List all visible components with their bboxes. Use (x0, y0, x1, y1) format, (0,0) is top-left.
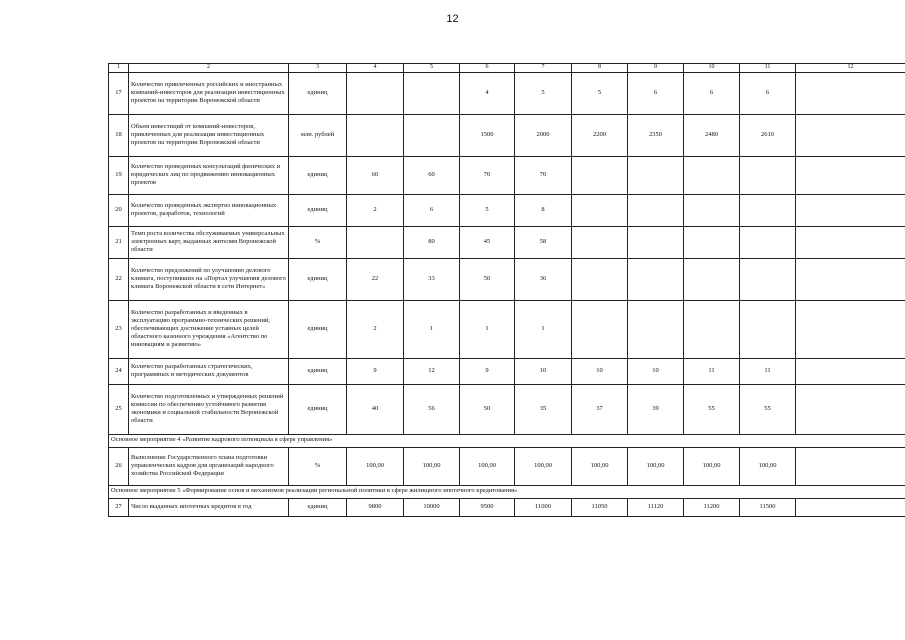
row-number: 19 (109, 156, 129, 194)
unit-cell: % (289, 226, 347, 258)
column-number: 5 (404, 64, 460, 73)
value-cell: 40 (347, 384, 404, 434)
value-cell (684, 258, 740, 300)
value-cell: 70 (515, 156, 572, 194)
value-cell (684, 194, 740, 226)
value-cell: 35 (515, 384, 572, 434)
value-cell: 5 (572, 72, 628, 114)
column-number: 6 (460, 64, 515, 73)
value-cell: 10 (572, 358, 628, 384)
value-cell (628, 194, 684, 226)
table-row (109, 72, 905, 114)
value-cell: 5 (515, 72, 572, 114)
value-cell (796, 114, 905, 156)
indicator-name: Количество разработанных и введенных в эксплуатацию программно-технических решений, обеспечивающих достижение уставных целей областного казенного учреждения «Агентство по инновациям и развитию» (129, 300, 289, 358)
indicator-name: Число выданных ипотечных кредитов в год (129, 498, 289, 516)
value-cell: 11500 (740, 498, 796, 516)
value-cell: 6 (404, 194, 460, 226)
value-cell: 2480 (684, 114, 740, 156)
value-cell: 60 (347, 156, 404, 194)
value-cell: 1 (460, 300, 515, 358)
value-cell (572, 156, 628, 194)
value-cell (740, 226, 796, 258)
value-cell: 37 (572, 384, 628, 434)
value-cell (684, 300, 740, 358)
value-cell: 80 (404, 226, 460, 258)
value-cell: 2000 (515, 114, 572, 156)
value-cell (796, 72, 905, 114)
value-cell: 36 (515, 258, 572, 300)
value-cell: 56 (404, 384, 460, 434)
value-cell: 11050 (572, 498, 628, 516)
value-cell (572, 300, 628, 358)
value-cell: 6 (684, 72, 740, 114)
value-cell (628, 226, 684, 258)
column-number-row (109, 64, 905, 73)
value-cell (404, 114, 460, 156)
value-cell: 2610 (740, 114, 796, 156)
value-cell (347, 226, 404, 258)
column-number: 4 (347, 64, 404, 73)
value-cell (796, 226, 905, 258)
table-row (109, 114, 905, 156)
value-cell: 2350 (628, 114, 684, 156)
indicator-name: Количество подготовленных и утвержденных решений комиссии по обеспечению устойчивого развития экономики и социальной стабильности Воронежской области (129, 384, 289, 434)
unit-cell: единиц (289, 384, 347, 434)
value-cell (796, 447, 905, 485)
indicator-name: Количество предложений по улучшению делового климата, поступивших на «Портал улучшения делового климата Воронежской области в сети Интернет» (129, 258, 289, 300)
column-number: 1 (109, 64, 129, 73)
value-cell (796, 258, 905, 300)
indicator-name: Количество проведенных экспертиз инновационных проектов, разработок, технологий (129, 194, 289, 226)
table-row (109, 258, 905, 300)
value-cell: 39 (628, 384, 684, 434)
unit-cell: единиц (289, 194, 347, 226)
value-cell (740, 258, 796, 300)
value-cell: 2200 (572, 114, 628, 156)
indicator-name: Количество проведенных консультаций физических и юридических лиц по продвижению инновационных проектов (129, 156, 289, 194)
value-cell (684, 226, 740, 258)
value-cell: 10 (628, 358, 684, 384)
value-cell (796, 194, 905, 226)
value-cell (796, 384, 905, 434)
row-number: 20 (109, 194, 129, 226)
indicator-name: Количество привлеченных российских и иностранных компаний-инвесторов для реализации инвестиционных проектов на территории Воронежской области (129, 72, 289, 114)
value-cell (347, 114, 404, 156)
column-number: 10 (684, 64, 740, 73)
row-number: 18 (109, 114, 129, 156)
column-number: 7 (515, 64, 572, 73)
value-cell: 55 (740, 384, 796, 434)
value-cell (628, 300, 684, 358)
unit-cell: единиц (289, 72, 347, 114)
row-number: 22 (109, 258, 129, 300)
value-cell (796, 498, 905, 516)
table-row (109, 194, 905, 226)
column-number: 9 (628, 64, 684, 73)
value-cell: 11 (740, 358, 796, 384)
table-row (109, 156, 905, 194)
section-row (109, 485, 905, 498)
value-cell (628, 258, 684, 300)
unit-cell: единиц (289, 358, 347, 384)
section-title: Основное мероприятие 4 «Развитие кадрового потенциала в сфере управления» (109, 434, 905, 447)
value-cell: 12 (404, 358, 460, 384)
value-cell: 22 (347, 258, 404, 300)
table-body (109, 64, 905, 517)
value-cell: 4 (460, 72, 515, 114)
value-cell (740, 194, 796, 226)
value-cell: 8 (515, 194, 572, 226)
value-cell: 100,00 (460, 447, 515, 485)
section-row (109, 434, 905, 447)
value-cell: 55 (684, 384, 740, 434)
row-number: 23 (109, 300, 129, 358)
value-cell: 1 (515, 300, 572, 358)
row-number: 25 (109, 384, 129, 434)
row-number: 21 (109, 226, 129, 258)
value-cell (796, 300, 905, 358)
unit-cell: % (289, 447, 347, 485)
value-cell (628, 156, 684, 194)
unit-cell: единиц (289, 258, 347, 300)
unit-cell: млн. рублей (289, 114, 347, 156)
value-cell: 5 (460, 194, 515, 226)
row-number: 24 (109, 358, 129, 384)
value-cell (740, 300, 796, 358)
indicators-table (108, 63, 905, 517)
column-number: 12 (796, 64, 905, 73)
value-cell: 2 (347, 194, 404, 226)
value-cell: 33 (404, 258, 460, 300)
indicator-name: Выполнение Государственного плана подготовки управленческих кадров для организаций народного хозяйства Российской Федерации (129, 447, 289, 485)
value-cell: 11 (684, 358, 740, 384)
column-number: 8 (572, 64, 628, 73)
table-row (109, 300, 905, 358)
value-cell (796, 156, 905, 194)
value-cell: 10000 (404, 498, 460, 516)
column-number: 3 (289, 64, 347, 73)
value-cell: 60 (404, 156, 460, 194)
unit-cell: единиц (289, 300, 347, 358)
value-cell: 9800 (347, 498, 404, 516)
value-cell: 45 (460, 226, 515, 258)
value-cell: 100,00 (740, 447, 796, 485)
value-cell: 11000 (515, 498, 572, 516)
value-cell: 6 (628, 72, 684, 114)
value-cell: 58 (515, 226, 572, 258)
indicator-name: Темп роста количества обслуживаемых универсальных электронных карт, выданных жителям Воронежской области (129, 226, 289, 258)
table-row (109, 226, 905, 258)
value-cell: 9 (347, 358, 404, 384)
row-number: 27 (109, 498, 129, 516)
column-number: 11 (740, 64, 796, 73)
table-row (109, 358, 905, 384)
value-cell: 100,00 (684, 447, 740, 485)
value-cell: 50 (460, 258, 515, 300)
page-number: 12 (446, 13, 459, 25)
table-row (109, 384, 905, 434)
value-cell: 9 (460, 358, 515, 384)
value-cell (404, 72, 460, 114)
value-cell: 10 (515, 358, 572, 384)
value-cell: 100,00 (572, 447, 628, 485)
value-cell: 1 (404, 300, 460, 358)
value-cell: 70 (460, 156, 515, 194)
table-row (109, 447, 905, 485)
value-cell (572, 194, 628, 226)
indicator-name: Количество разработанных стратегических, программных и методических документов (129, 358, 289, 384)
value-cell (572, 226, 628, 258)
value-cell (347, 72, 404, 114)
section-title: Основное мероприятие 5 «Формирование основ и механизмов реализации региональной политики в сфере жилищного ипотечного кредитования» (109, 485, 905, 498)
indicator-name: Объем инвестиций от компаний-инвесторов, привлеченных для реализации инвестиционных проектов на территории Воронежской области (129, 114, 289, 156)
value-cell: 100,00 (347, 447, 404, 485)
row-number: 17 (109, 72, 129, 114)
unit-cell: единиц (289, 498, 347, 516)
value-cell: 100,00 (404, 447, 460, 485)
value-cell: 2 (347, 300, 404, 358)
row-number: 26 (109, 447, 129, 485)
table-row (109, 498, 905, 516)
value-cell: 11200 (684, 498, 740, 516)
unit-cell: единиц (289, 156, 347, 194)
value-cell (684, 156, 740, 194)
value-cell (796, 358, 905, 384)
value-cell (740, 156, 796, 194)
value-cell: 100,00 (515, 447, 572, 485)
value-cell (572, 258, 628, 300)
value-cell: 6 (740, 72, 796, 114)
value-cell: 50 (460, 384, 515, 434)
column-number: 2 (129, 64, 289, 73)
value-cell: 9500 (460, 498, 515, 516)
value-cell: 1500 (460, 114, 515, 156)
value-cell: 11120 (628, 498, 684, 516)
value-cell: 100,00 (628, 447, 684, 485)
